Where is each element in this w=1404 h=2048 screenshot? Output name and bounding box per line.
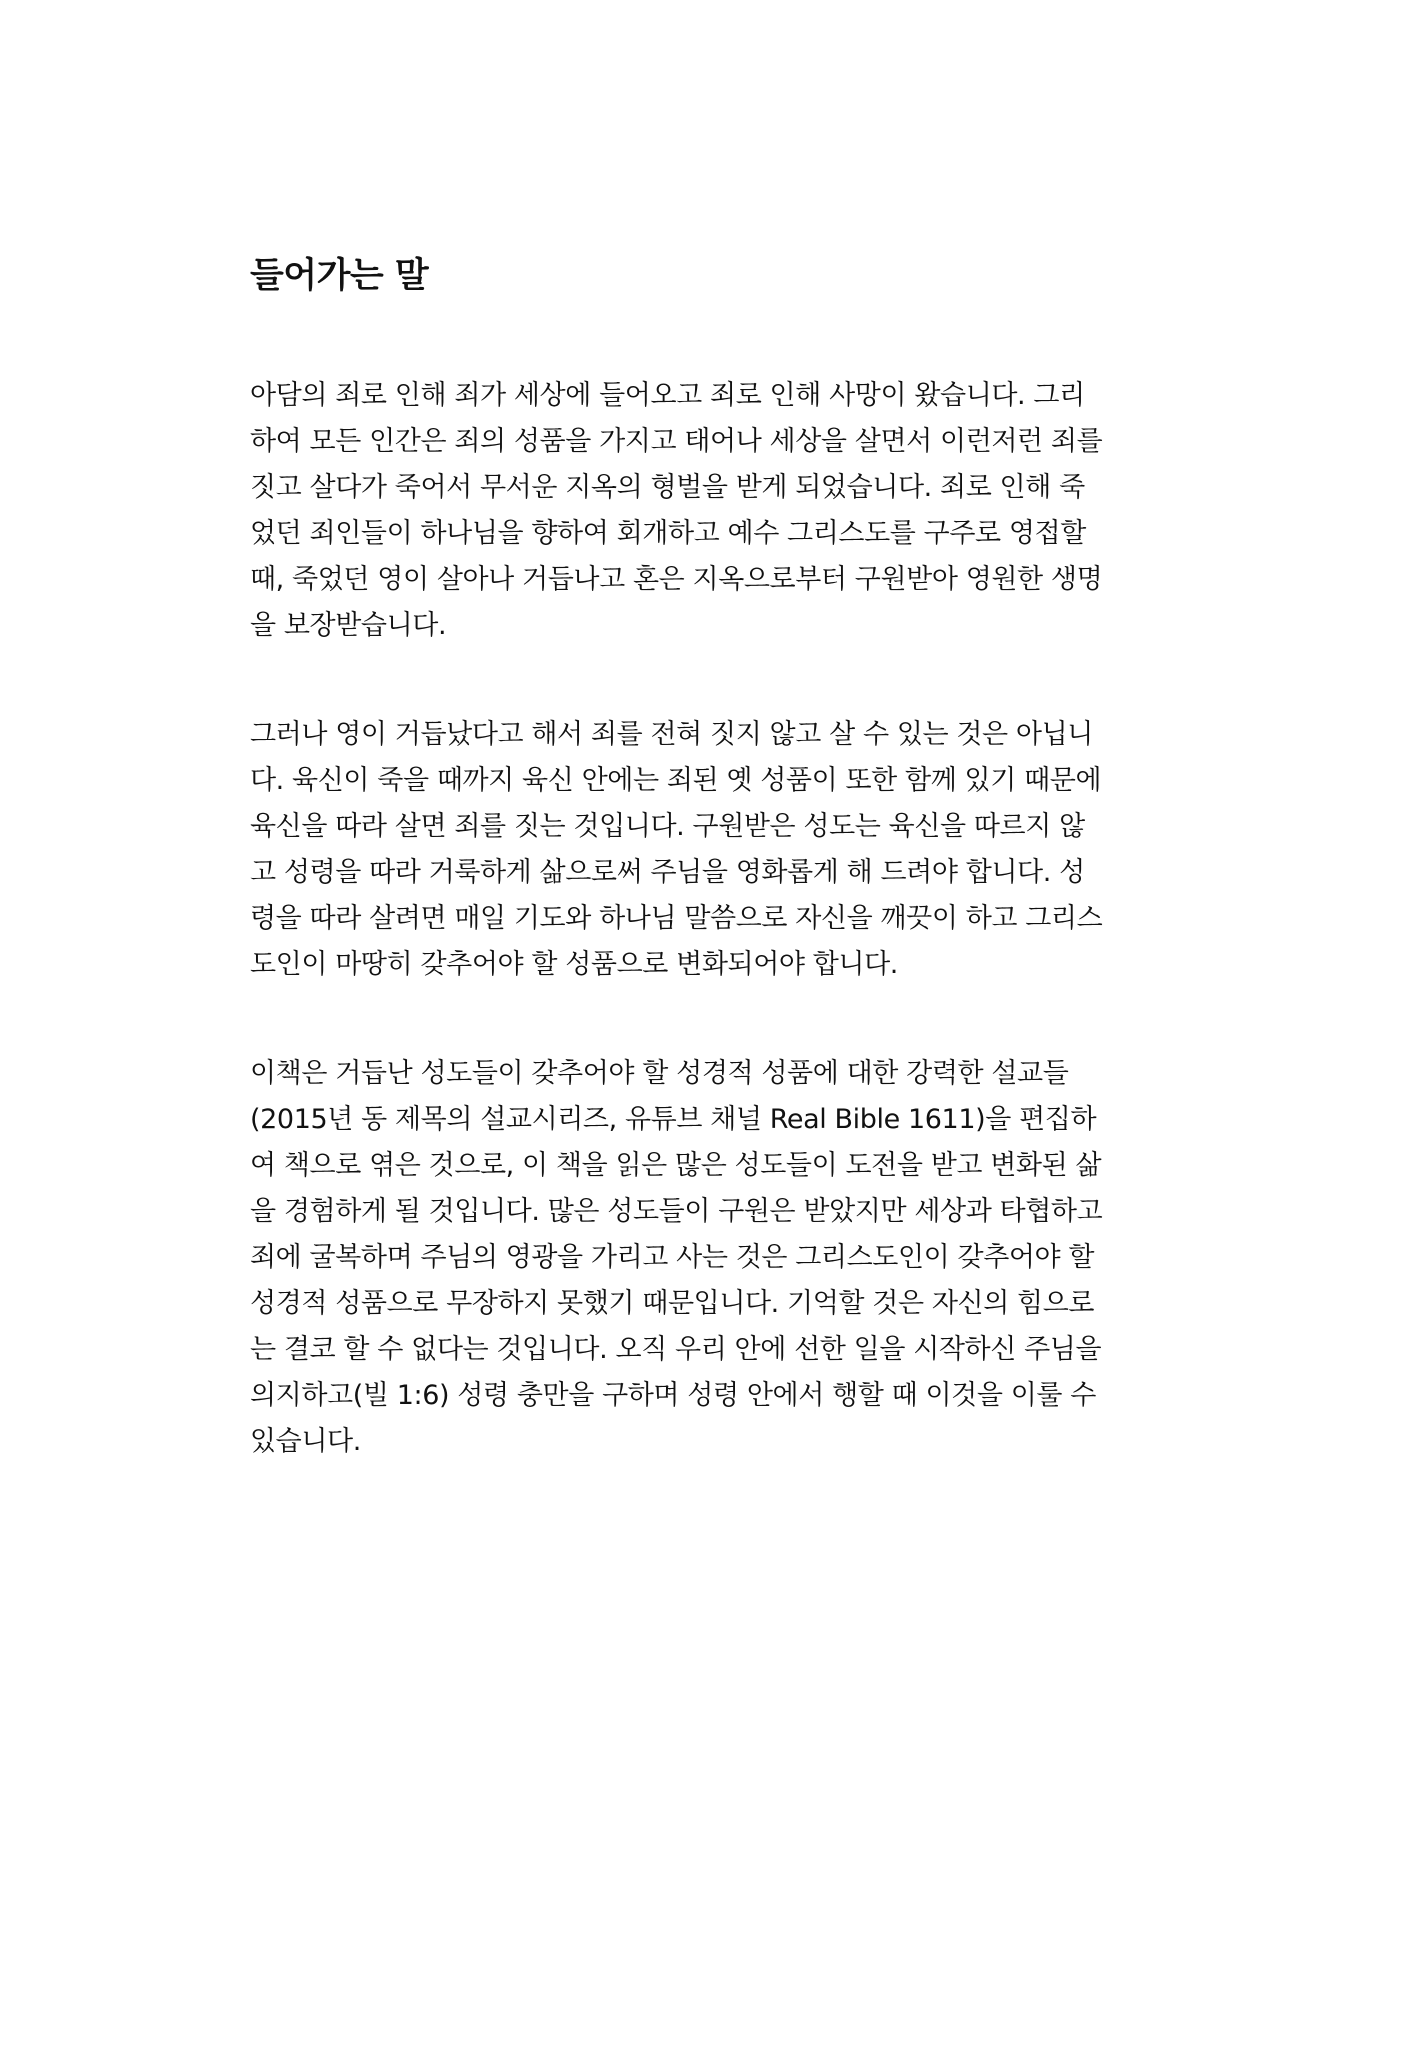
paragraph-1 xyxy=(250,373,1102,649)
text-line: 하여 모든 인간은 죄의 성품을 가지고 태어나 세상을 살면서 이런저런 죄를 xyxy=(250,426,1103,457)
text-line: 짓고 살다가 죽어서 무서운 지옥의 형벌을 받게 되었습니다. 죄로 인해 죽 xyxy=(250,472,1085,503)
text-line: 때, 죽었던 영이 살아나 거듭나고 혼은 지옥으로부터 구원받아 영원한 생명 xyxy=(250,564,1103,595)
text-line: 다. 육신이 죽을 때까지 육신 안에는 죄된 옛 성품이 또한 함께 있기 때문에 xyxy=(250,765,1102,796)
text-line: 그러나 영이 거듭났다고 해서 죄를 전혀 짓지 않고 살 수 있는 것은 아닙니 xyxy=(250,719,1093,750)
text-line: 을 보장받습니다. xyxy=(250,610,447,641)
paragraph-3 xyxy=(250,1051,1102,1465)
text-line: 육신을 따라 살면 죄를 짓는 것입니다. 구원받은 성도는 육신을 따르지 않 xyxy=(250,811,1085,842)
text-line: 죄에 굴복하며 주님의 영광을 가리고 사는 것은 그리스도인이 갖추어야 할 xyxy=(250,1242,1095,1273)
text-line: 었던 죄인들이 하나님을 향하여 회개하고 예수 그리스도를 구주로 영접할 xyxy=(250,518,1086,549)
paragraph-2 xyxy=(250,712,1102,988)
text-line: 는 결코 할 수 없다는 것입니다. 오직 우리 안에 선한 일을 시작하신 주님을 xyxy=(250,1334,1102,1365)
text-line: 이책은 거듭난 성도들이 갖추어야 할 성경적 성품에 대한 강력한 설교들 xyxy=(250,1058,1069,1089)
text-line: 도인이 마땅히 갖추어야 할 성품으로 변화되어야 합니다. xyxy=(250,949,898,980)
text-line: 고 성령을 따라 거룩하게 삶으로써 주님을 영화롭게 해 드려야 합니다. 성 xyxy=(250,857,1085,888)
text-line: 있습니다. xyxy=(250,1426,361,1457)
text-line: 여 책으로 엮은 것으로, 이 책을 읽은 많은 성도들이 도전을 받고 변화된 삶 xyxy=(250,1150,1102,1181)
text-line: 의지하고(빌 1:6) 성령 충만을 구하며 성령 안에서 행할 때 이것을 이룰 수 xyxy=(250,1380,1096,1411)
text-line: 성경적 성품으로 무장하지 못했기 때문입니다. 기억할 것은 자신의 힘으로 xyxy=(250,1288,1095,1319)
text-line: 아담의 죄로 인해 죄가 세상에 들어오고 죄로 인해 사망이 왔습니다. 그리 xyxy=(250,380,1085,411)
text-line: 령을 따라 살려면 매일 기도와 하나님 말씀으로 자신을 깨끗이 하고 그리스 xyxy=(250,903,1103,934)
text-line: (2015년 동 제목의 설교시리즈, 유튜브 채널 Real Bible 1611)을 편집하 xyxy=(250,1104,1097,1135)
page-title: 들어가는 말 xyxy=(250,256,429,296)
text-line: 을 경험하게 될 것입니다. 많은 성도들이 구원은 받았지만 세상과 타협하고 xyxy=(250,1196,1103,1227)
